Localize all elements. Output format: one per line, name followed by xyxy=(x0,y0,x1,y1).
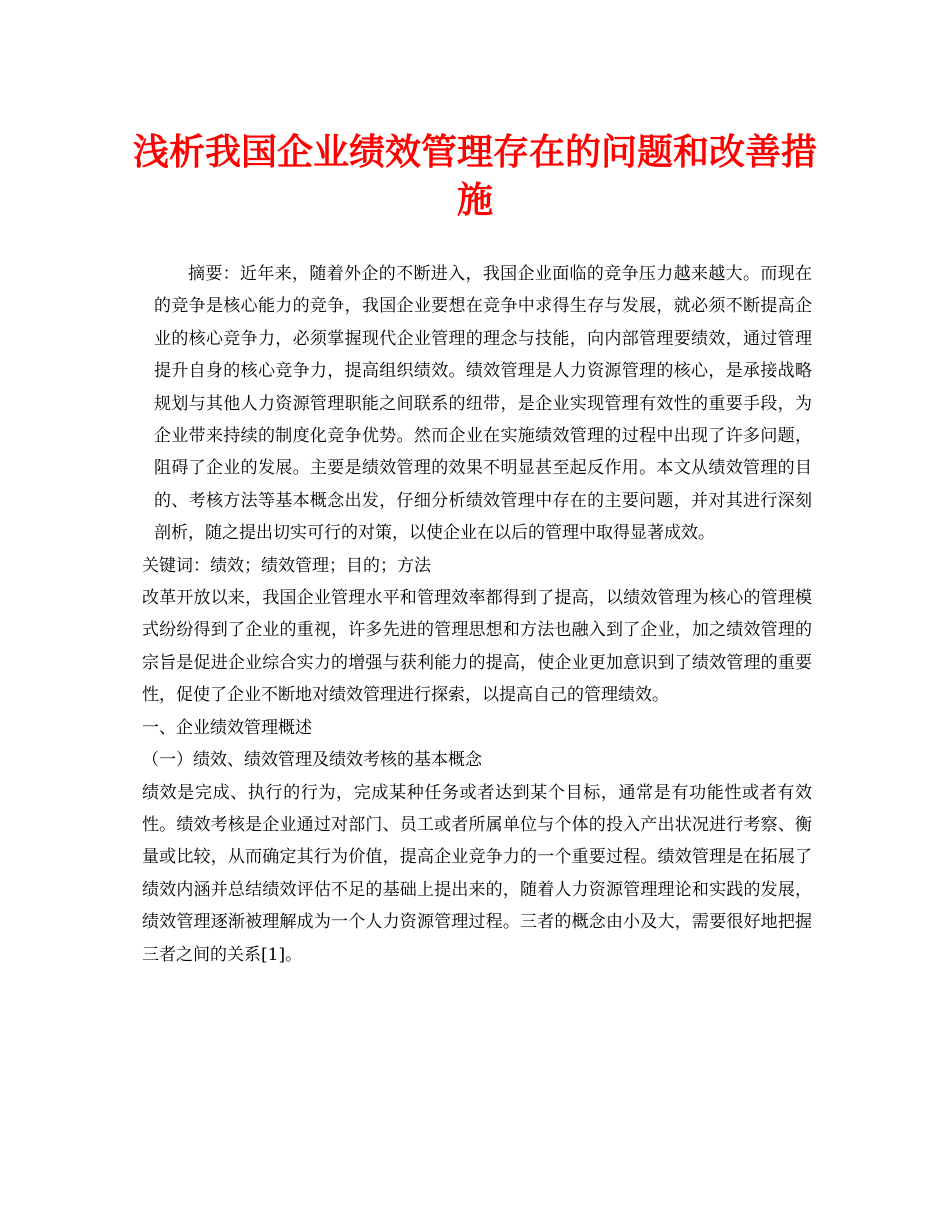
keywords-line: 关键词：绩效；绩效管理；目的；方法 xyxy=(142,555,431,576)
document-title: 浅析我国企业绩效管理存在的问题和改善措 xyxy=(132,131,817,173)
document-title-continued: 施 xyxy=(456,179,493,221)
section-heading: 一、企业绩效管理概述 xyxy=(142,717,312,738)
subsection-heading: （一）绩效、绩效管理及绩效考核的基本概念 xyxy=(142,750,482,771)
abstract-paragraph: 摘要：近年来，随着外企的不断进入，我国企业面临的竞争压力越来越大。而现在的竞争是核心能力的竞争，我国企业要想在竞争中求得生存与发展，就必须不断提高企业的核心竞争力，必须掌握现代企业管理的理念与技能，向内部管理要绩效，通过管理提升自身的核心竞争力，提高组织绩效。绩效管理是人力资源管理的核心，是承接战略规划与其他人力资源管理职能之间联系的纽带，是企业实现管理有效性的重要手段，为企业带来持续的制度化竞争优势。然而企业在实施绩效管理的过程中出现了许多问题，阻碍了企业的发展。主要是绩效管理的效果不明显甚至起反作用。本文从绩效管理的目的、考核方法等基本概念出发，仔细分析绩效管理中存在的主要问题，并对其进行深刻剖析，随之提出切实可行的对策，以使企业在以后的管理中取得显著成效。 xyxy=(154,264,812,544)
document-body xyxy=(142,258,812,971)
subsection-paragraph: 绩效是完成、执行的行为，完成某种任务或者达到某个目标，通常是有功能性或者有效性。绩效考核是企业通过对部门、员工或者所属单位与个体的投入产出状况进行考察、衡量或比较，从而确定其行为价值，提高企业竞争力的一个重要过程。绩效管理是在拓展了绩效内涵并总结绩效评估不足的基础上提出来的，随着人力资源管理理论和实践的发展，绩效管理逐渐被理解成为一个人力资源管理过程。三者的概念由小及大，需要很好地把握三者之间的关系[1]。 xyxy=(142,782,812,965)
intro-paragraph: 改革开放以来，我国企业管理水平和管理效率都得到了提高，以绩效管理为核心的管理模式纷纷得到了企业的重视，许多先进的管理思想和方法也融入到了企业，加之绩效管理的宗旨是促进企业综合实力的增强与获利能力的提高，使企业更加意识到了绩效管理的重要性，促使了企业不断地对绩效管理进行探索，以提高自己的管理绩效。 xyxy=(142,588,812,706)
